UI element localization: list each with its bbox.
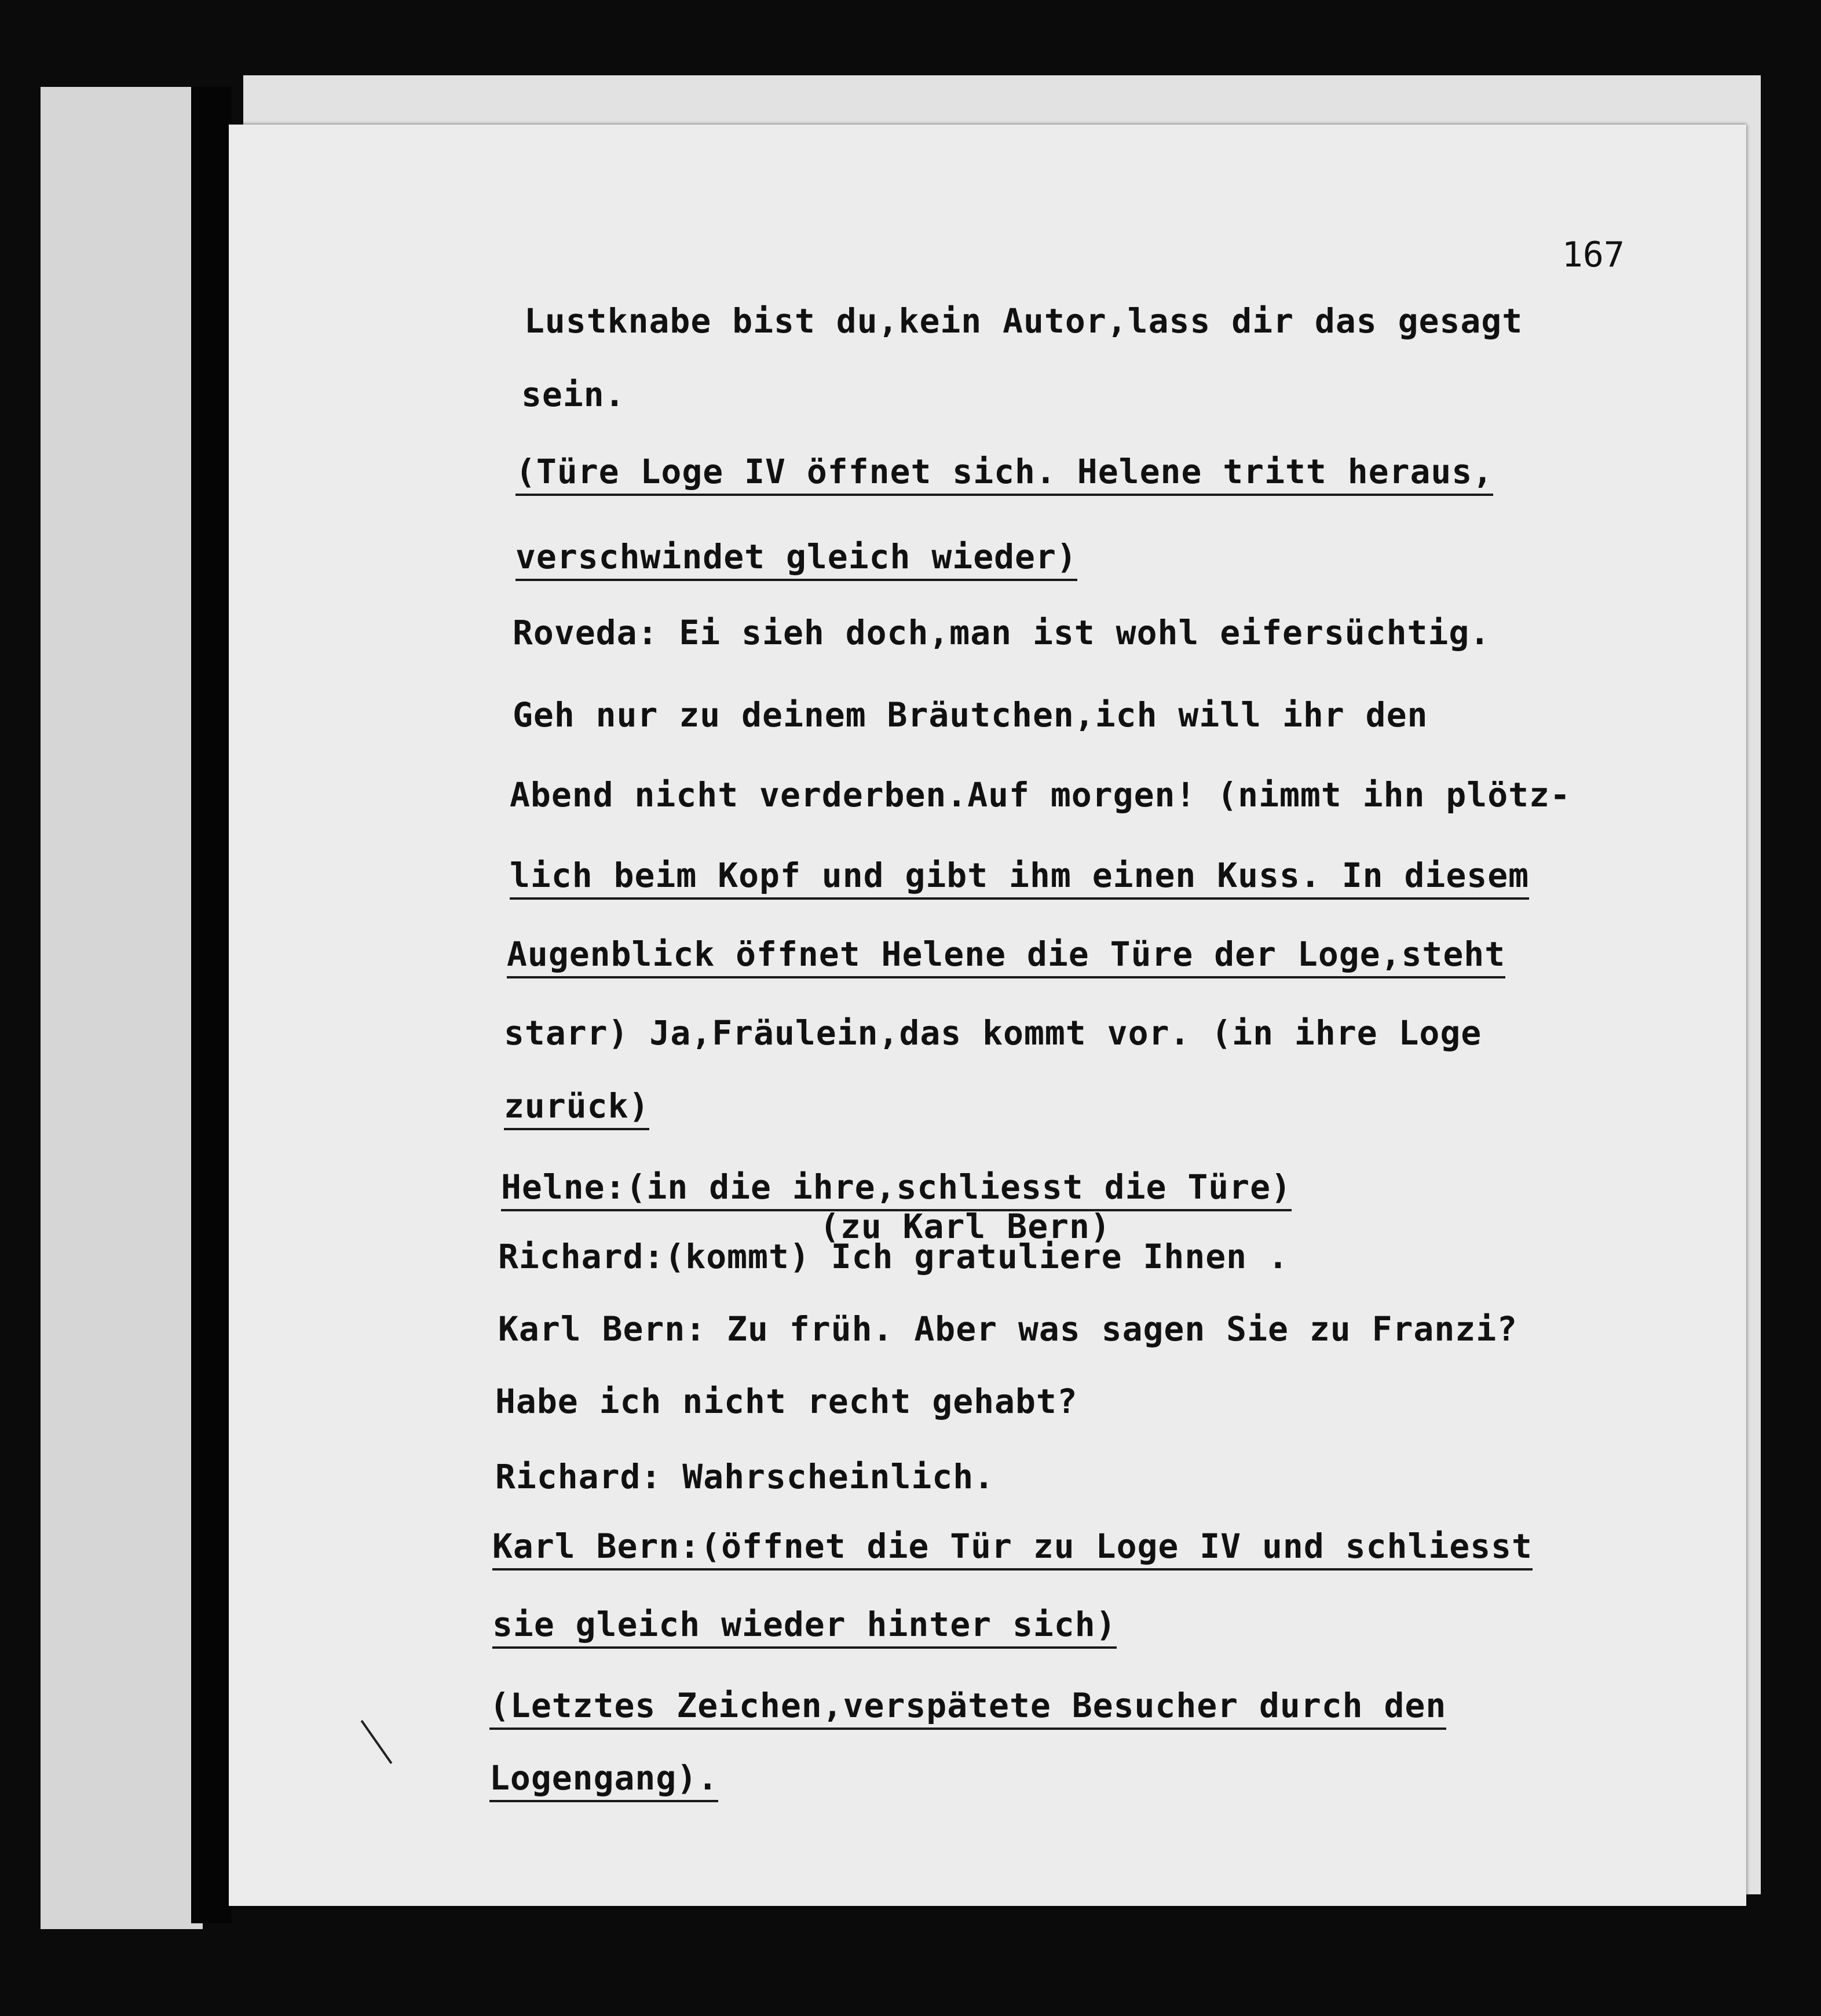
text-line-stage-direction: Logengang).: [489, 1758, 718, 1802]
text-line-speaker: Karl Bern: Zu früh. Aber was sagen Sie zu Franzi?: [498, 1309, 1518, 1349]
page-number: 167: [1562, 235, 1625, 275]
text-line: starr) Ja,Fräulein,das kommt vor. (in ihre Loge: [504, 1013, 1482, 1053]
text-line: Habe ich nicht recht gehabt?: [495, 1382, 1078, 1421]
text-line: sein.: [521, 375, 626, 414]
previous-page-edge: [41, 87, 203, 1929]
binding-spine: [191, 87, 232, 1923]
text-line: Geh nur zu deinem Bräutchen,ich will ihr den: [513, 695, 1428, 735]
text-line-stage-direction: sie gleich wieder hinter sich): [492, 1605, 1117, 1649]
text-line-stage-direction: (Letztes Zeichen,verspätete Besucher durch den: [489, 1686, 1446, 1730]
text-line-stage-direction: zurück): [504, 1086, 649, 1130]
text-line-stage-direction: (zu Karl Bern): [820, 1207, 1111, 1246]
text-line-stage-direction: verschwindet gleich wieder): [515, 537, 1077, 581]
text-line-speaker: Richard:(kommt) Ich gratuliere Ihnen .: [498, 1237, 1289, 1276]
text-line-stage-direction: lich beim Kopf und gibt ihm einen Kuss. In diesem: [510, 856, 1529, 900]
text-line-speaker: Helne:(in die ihre,schliesst die Türe): [501, 1167, 1292, 1211]
text-line: Lustknabe bist du,kein Autor,lass dir das gesagt: [524, 301, 1523, 341]
page-body: [229, 125, 1746, 1906]
text-line-speaker: Karl Bern:(öffnet die Tür zu Loge IV und schliesst: [492, 1526, 1533, 1571]
text-line-stage-direction: Augenblick öffnet Helene die Türe der Loge,steht: [507, 934, 1505, 978]
typed-page: [229, 125, 1746, 1906]
text-line-speaker: Richard: Wahrscheinlich.: [495, 1457, 995, 1496]
text-line-stage-direction: (Türe Loge IV öffnet sich. Helene tritt heraus,: [515, 452, 1493, 496]
text-line-speaker: Roveda: Ei sieh doch,man ist wohl eifersüchtig.: [513, 613, 1491, 652]
text-line: Abend nicht verderben.Auf morgen! (nimmt ihn plötz-: [510, 775, 1571, 815]
